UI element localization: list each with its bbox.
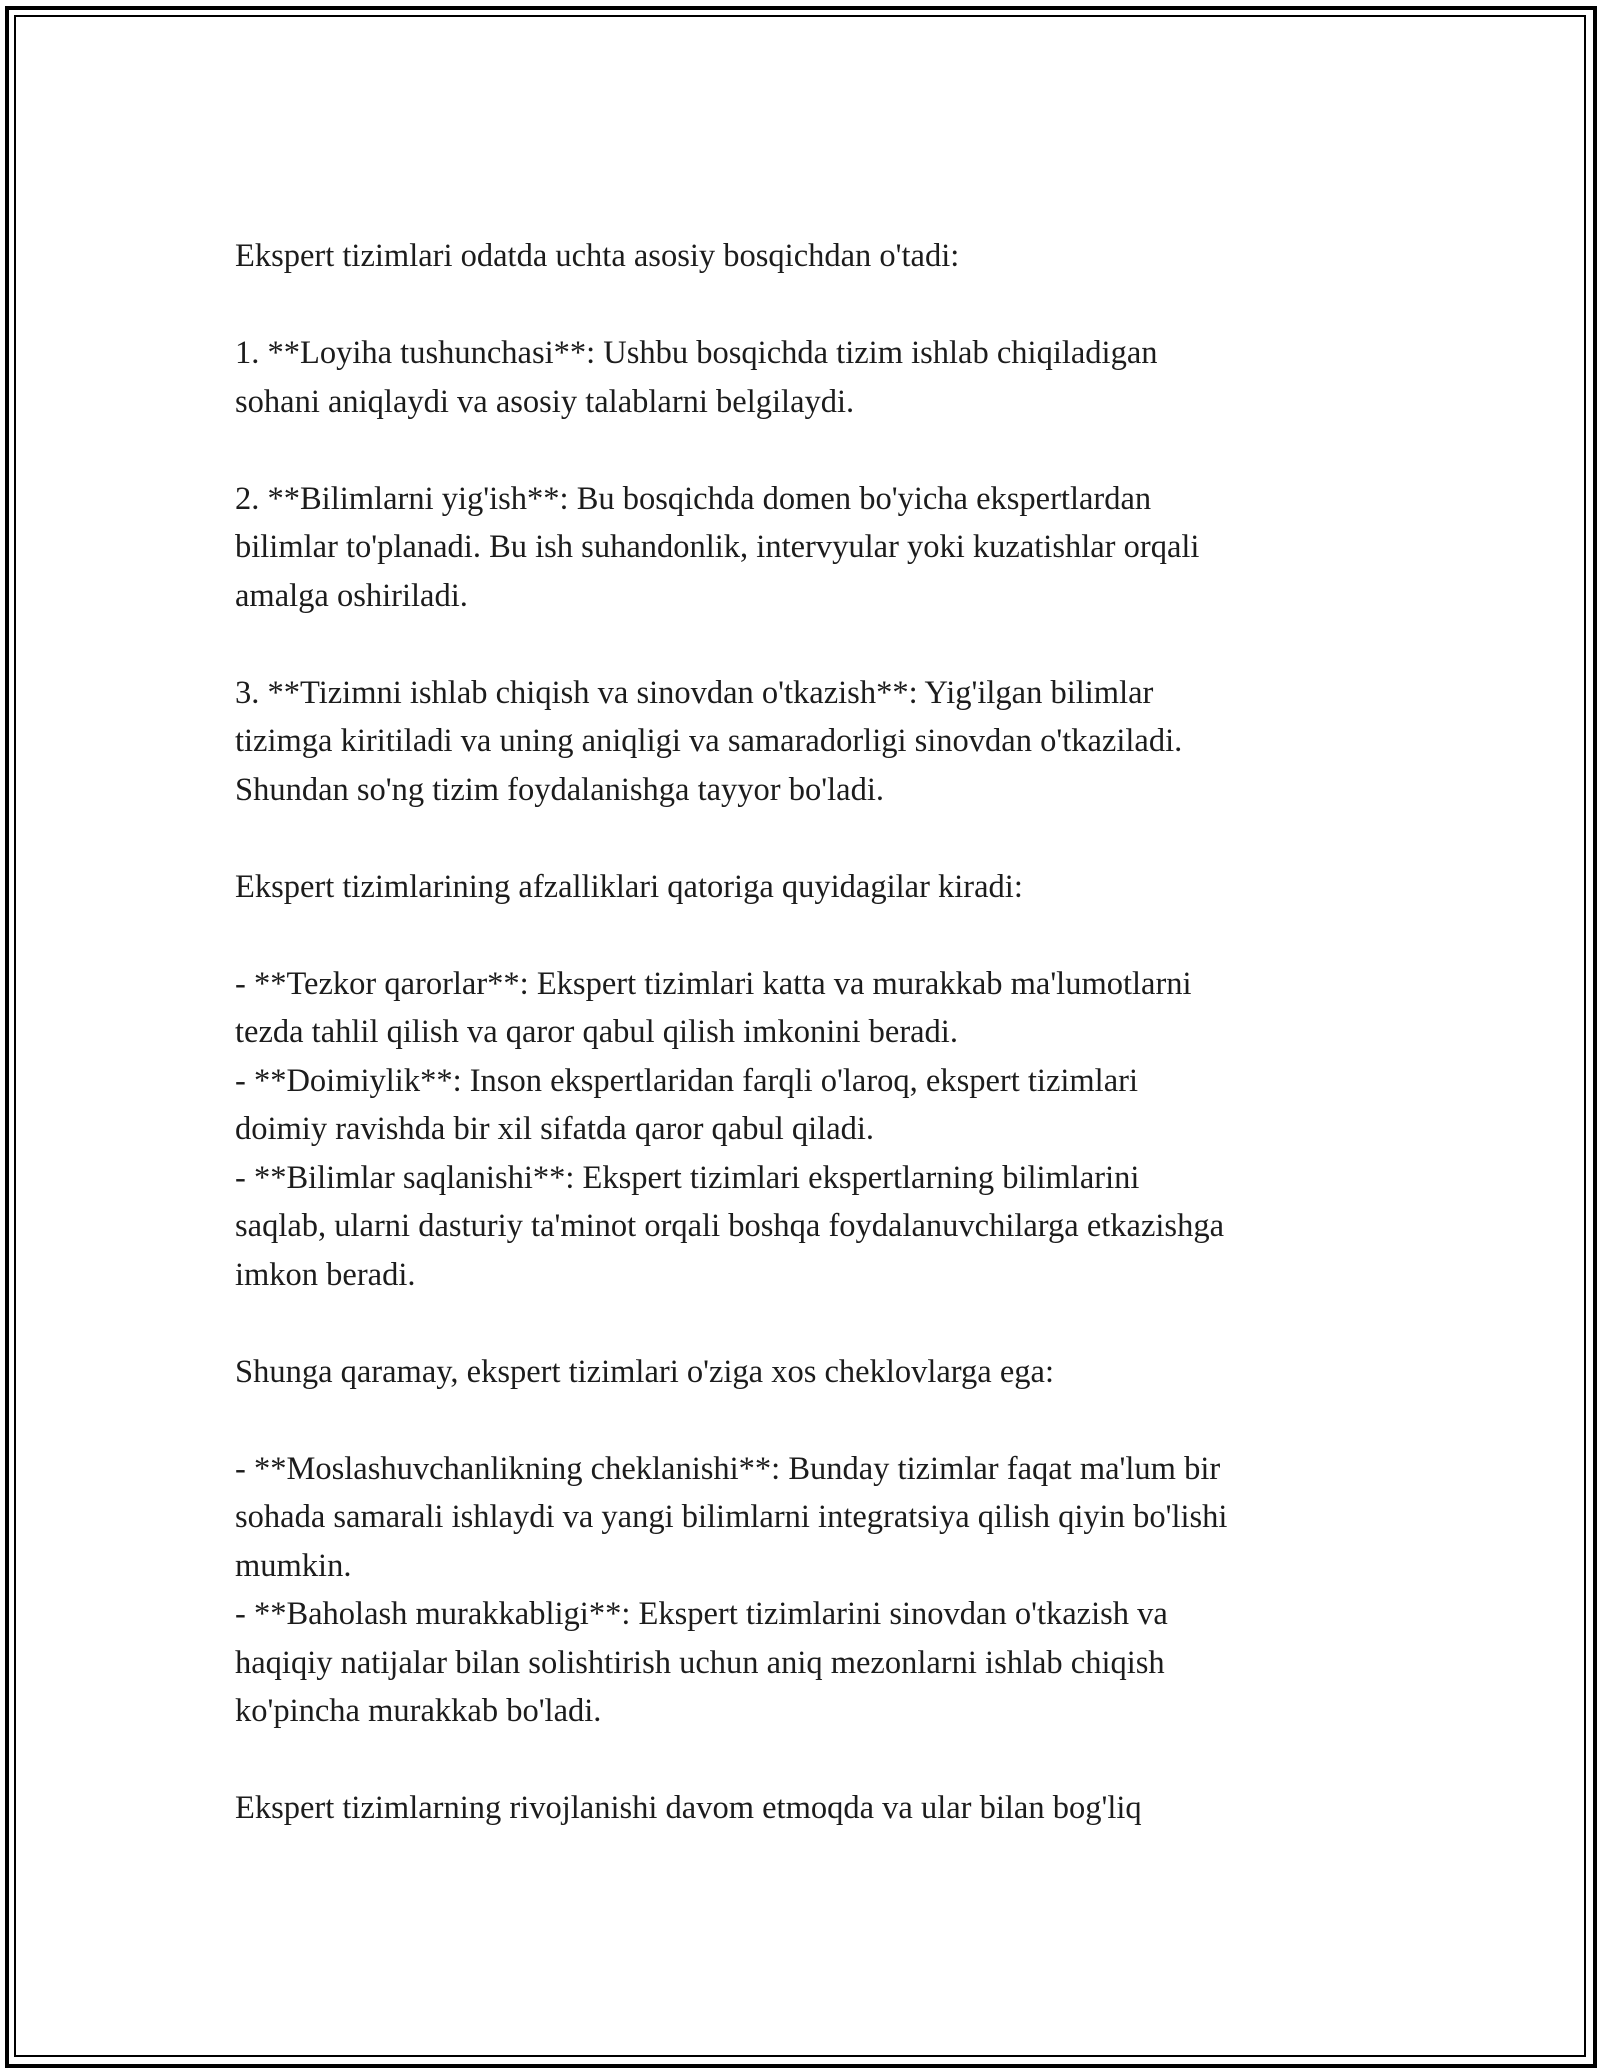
- closing-paragraph: Ekspert tizimlarning rivojlanishi davom etmoqda va ular bilan bog'liq: [235, 1790, 1142, 1826]
- text-line: doimiy ravishda bir xil sifatda qaror qabul qiladi.: [235, 1111, 875, 1147]
- text-line: imkon beradi.: [235, 1256, 416, 1293]
- text-line: tezda tahlil qilish va qaror qabul qilish imkonini beradi.: [235, 1014, 958, 1050]
- stage-item-1: [235, 329, 1385, 426]
- text-line: - **Bilimlar saqlanishi**: Ekspert tizimlari ekspertlarning bilimlarini: [235, 1159, 1140, 1196]
- advantage-item-3: [235, 1154, 1385, 1300]
- text-line: - **Tezkor qarorlar**: Ekspert tizimlari katta va murakkab ma'lumotlarni: [235, 965, 1192, 1002]
- text-line: - **Doimiylik**: Inson ekspertlaridan farqli o'laroq, ekspert tizimlari: [235, 1062, 1138, 1099]
- text-line: sohada samarali ishlaydi va yangi bilimlarni integratsiya qilish qiyin bo'lishi: [235, 1499, 1228, 1535]
- paragraph-gap: [235, 281, 1385, 330]
- paragraph-gap: [235, 1299, 1385, 1348]
- text-line: - **Baholash murakkabligi**: Ekspert tizimlarini sinovdan o'tkazish va: [235, 1596, 1168, 1632]
- limitation-item-2: [235, 1590, 1385, 1736]
- paragraph-gap: [235, 426, 1385, 475]
- text-line: ko'pincha murakkab bo'ladi.: [235, 1693, 602, 1729]
- text-line: Shundan so'ng tizim foydalanishga tayyor bo'ladi.: [235, 771, 884, 808]
- stage-item-3: [235, 669, 1385, 815]
- paragraph-gap: [235, 814, 1385, 863]
- limitation-item-1: [235, 1445, 1385, 1591]
- advantage-item-2: [235, 1057, 1385, 1154]
- paragraph-gap: [235, 1396, 1385, 1445]
- text-line: - **Moslashuvchanlikning cheklanishi**: Bunday tizimlar faqat ma'lum bir: [235, 1450, 1221, 1487]
- text-line: saqlab, ularni dasturiy ta'minot orqali boshqa foydalanuvchilarga etkazishga: [235, 1208, 1224, 1244]
- text-line: haqiqiy natijalar bilan solishtirish uchun aniq mezonlarni ishlab chiqish: [235, 1644, 1165, 1681]
- text-line: 1. **Loyiha tushunchasi**: Ushbu bosqichda tizim ishlab chiqiladigan: [235, 335, 1158, 371]
- stage-item-2: [235, 475, 1385, 621]
- text-line: sohani aniqlaydi va asosiy talablarni belgilaydi.: [235, 383, 855, 420]
- text-line: 2. **Bilimlarni yig'ish**: Bu bosqichda domen bo'yicha ekspertlardan: [235, 480, 1152, 517]
- stages-intro: Ekspert tizimlari odatda uchta asosiy bosqichdan o'tadi:: [235, 238, 960, 274]
- paragraph-gap: [235, 911, 1385, 960]
- document-body: [235, 232, 1385, 1833]
- text-line: bilimlar to'planadi. Bu ish suhandonlik, intervyular yoki kuzatishlar orqali: [235, 529, 1200, 565]
- paragraph-gap: [235, 1736, 1385, 1785]
- limitations-intro: Shunga qaramay, ekspert tizimlari o'ziga xos cheklovlarga ega:: [235, 1353, 1054, 1390]
- text-line: 3. **Tizimni ishlab chiqish va sinovdan o'tkazish**: Yig'ilgan bilimlar: [235, 674, 1154, 711]
- text-line: amalga oshiriladi.: [235, 577, 468, 614]
- advantage-item-1: [235, 960, 1385, 1057]
- advantages-intro: Ekspert tizimlarining afzalliklari qatoriga quyidagilar kiradi:: [235, 868, 1023, 905]
- paragraph-gap: [235, 620, 1385, 669]
- text-line: tizimga kiritiladi va uning aniqligi va samaradorligi sinovdan o'tkaziladi.: [235, 723, 1183, 759]
- text-line: mumkin.: [235, 1547, 352, 1584]
